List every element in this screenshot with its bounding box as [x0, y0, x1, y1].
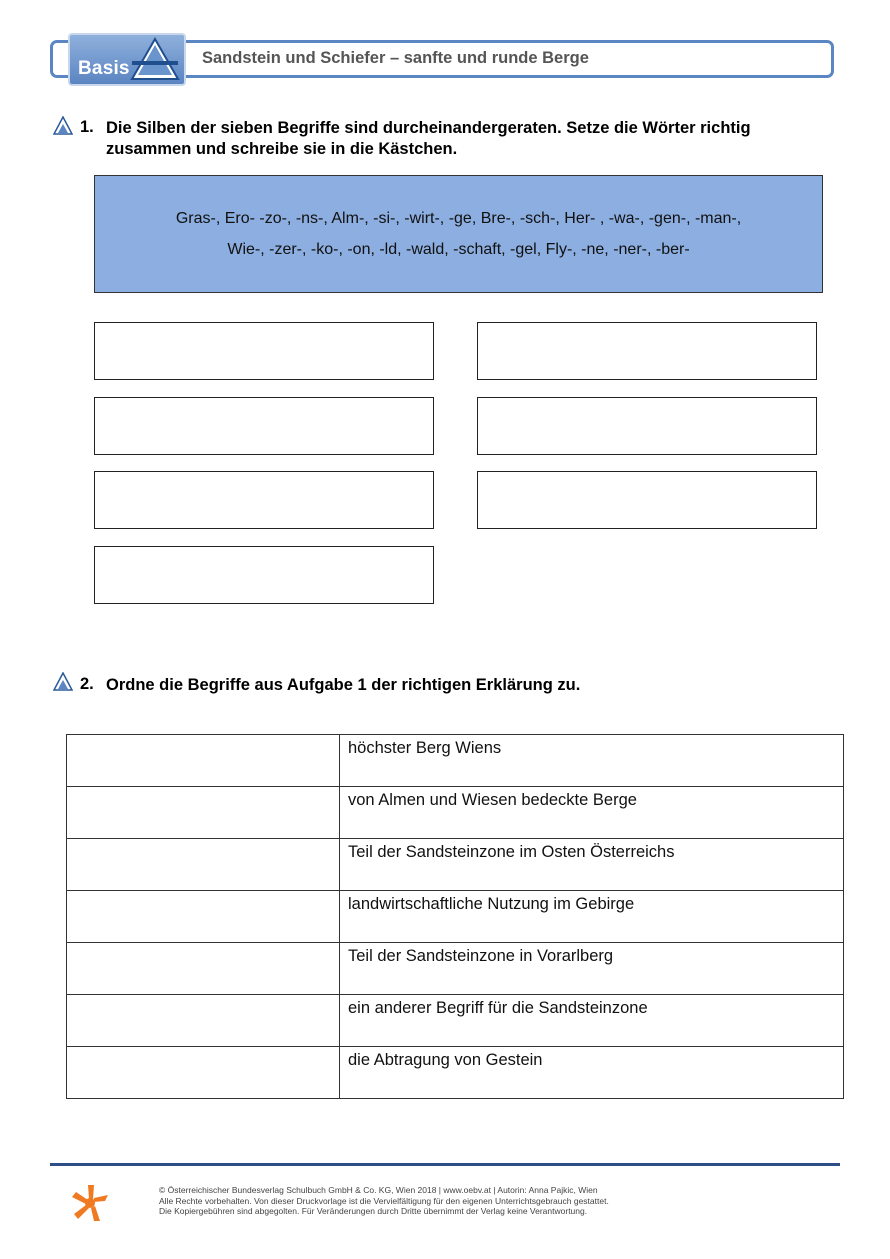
answer-cell[interactable]: [67, 735, 340, 787]
explanation-cell: die Abtragung von Gestein: [340, 1047, 844, 1099]
table-row: [67, 839, 844, 891]
explanation-cell: Teil der Sandsteinzone im Osten Österreichs: [340, 839, 844, 891]
syllable-text: Wie-, -zer-, -ko-, -on, -ld, -wald, -schaft, -gel, Fly-, -ne, -ner-, -ber-: [227, 241, 690, 258]
task-number: 1.: [80, 118, 94, 136]
answer-box[interactable]: [94, 322, 434, 380]
task-instruction: Ordne die Begriffe aus Aufgabe 1 der richtigen Erklärung zu.: [106, 676, 581, 694]
table-row: [67, 1047, 844, 1099]
explanation-cell: von Almen und Wiesen bedeckte Berge: [340, 787, 844, 839]
explanation-cell: landwirtschaftliche Nutzung im Gebirge: [340, 891, 844, 943]
answer-box[interactable]: [477, 471, 817, 529]
syllable-text: Gras-, Ero- -zo-, -ns-, Alm-, -si-, -wirt-, -ge, Bre-, -sch-, Her- , -wa-, -gen-, -man-,: [175, 210, 742, 227]
task-number: 2.: [80, 675, 94, 693]
answer-cell[interactable]: [67, 787, 340, 839]
publisher-logo-icon: [70, 1183, 110, 1223]
footer-rights: Alle Rechte vorbehalten. Von dieser Druckvorlage ist die Vervielfältigung für den eigenen Unterrichtsgebrauch gestattet.: [159, 1196, 609, 1206]
answer-box[interactable]: [94, 546, 434, 604]
footer-copyright: © Österreichischer Bundesverlag Schulbuch GmbH & Co. KG, Wien 2018 | www.oebv.at | Autorin: Anna Pajkic, Wien: [159, 1185, 598, 1195]
answer-cell[interactable]: [67, 995, 340, 1047]
answer-box[interactable]: [477, 322, 817, 380]
answer-box[interactable]: [94, 471, 434, 529]
table-row: [67, 787, 844, 839]
level-pyramid-icon: [53, 672, 73, 692]
answer-box[interactable]: [477, 397, 817, 455]
footer-divider: [50, 1163, 840, 1166]
answer-cell[interactable]: [67, 891, 340, 943]
explanation-cell: höchster Berg Wiens: [340, 735, 844, 787]
answer-cell[interactable]: [67, 839, 340, 891]
answer-cell[interactable]: [67, 1047, 340, 1099]
level-pyramid-icon: [130, 37, 180, 81]
syllable-box: [94, 175, 823, 293]
table-row: [67, 943, 844, 995]
table-row: [67, 735, 844, 787]
table-row: [67, 995, 844, 1047]
basis-badge-label: Basis: [78, 58, 130, 79]
footer-disclaimer: Die Kopiergebühren sind abgegolten. Für Veränderungen durch Dritte übernimmt der Verlag keine Verantwortung.: [159, 1206, 588, 1216]
explanation-cell: Teil der Sandsteinzone in Vorarlberg: [340, 943, 844, 995]
explanation-cell: ein anderer Begriff für die Sandsteinzone: [340, 995, 844, 1047]
assignment-table: [66, 734, 844, 1099]
answer-box[interactable]: [94, 397, 434, 455]
page-title: Sandstein und Schiefer – sanfte und runde Berge: [202, 49, 589, 67]
answer-cell[interactable]: [67, 943, 340, 995]
table-row: [67, 891, 844, 943]
task-instruction: zusammen und schreibe sie in die Kästchen.: [106, 140, 458, 158]
level-pyramid-icon: [53, 116, 73, 136]
task-instruction: Die Silben der sieben Begriffe sind durcheinandergeraten. Setze die Wörter richtig: [106, 119, 751, 137]
